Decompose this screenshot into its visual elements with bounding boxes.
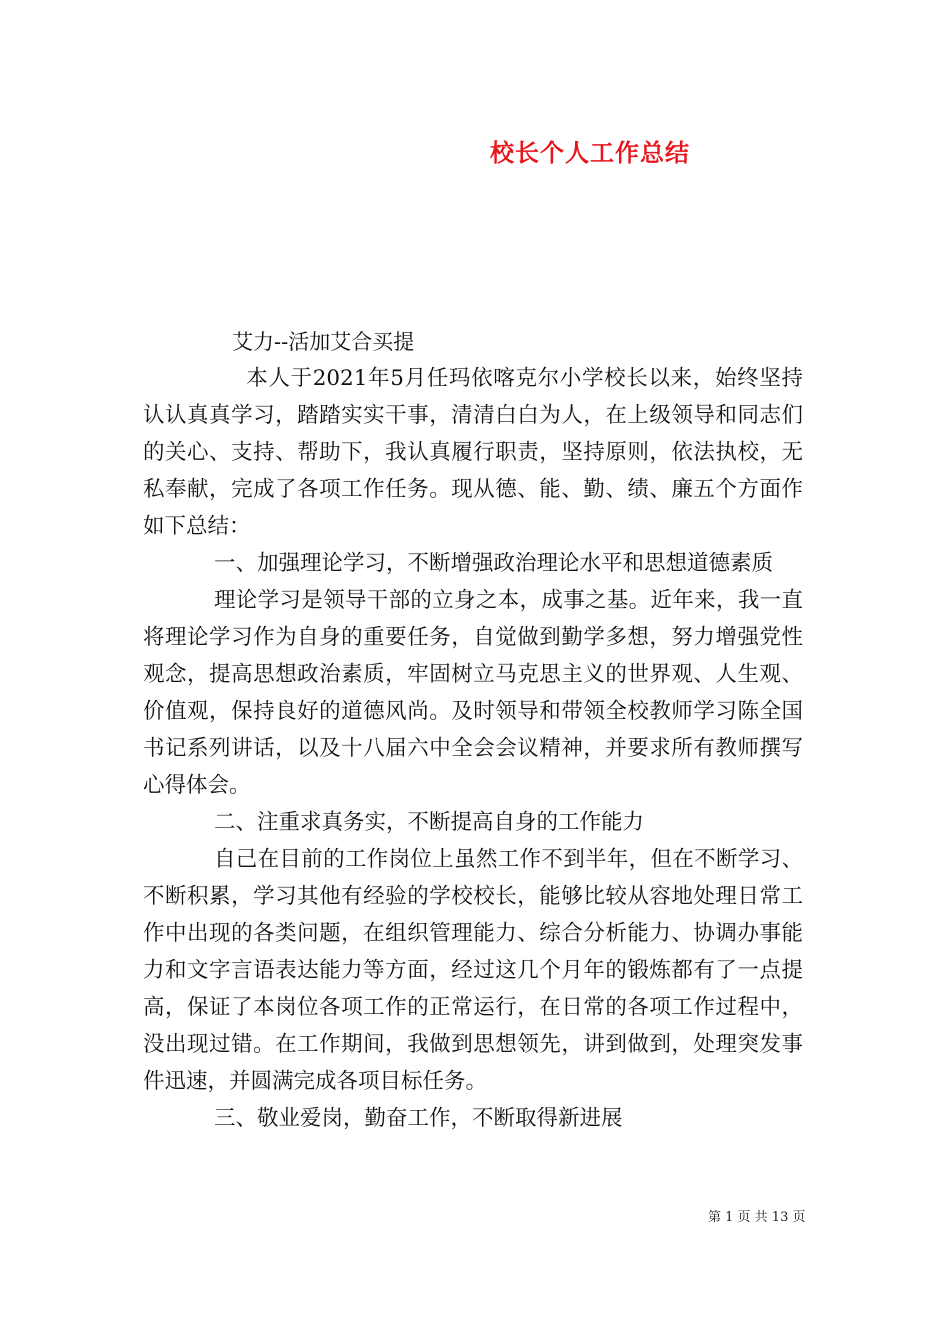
author-line: 艾力--活加艾合买提	[232, 330, 415, 354]
section-heading-2: 二、注重求真务实，不断提高自身的工作能力	[213, 810, 644, 835]
document-title: 校长个人工作总结	[490, 138, 690, 167]
section-heading-3: 三、敬业爱岗，勤奋工作，不断取得新进展	[213, 1106, 623, 1131]
paragraph-section-1: 理论学习是领导干部的立身之本，成事之基。近年来，我一直将理论学习作为自身的重要任务，自觉做到勤学多想，努力增强党性观念，提高思想政治素质，牢固树立马克思主义的世界观、人生观、价值观，保持良好的道德风尚。及时领导和带领全校教师学习陈全国书记系列讲话，以及十八届六中全会会议精神，并要求所有教师撰写心得体会。	[143, 588, 803, 798]
page-number-footer: 第 1 页 共 13 页	[708, 1210, 806, 1225]
document-body	[143, 360, 803, 1137]
paragraph-section-2: 自己在目前的工作岗位上虽然工作不到半年，但在不断学习、不断积累，学习其他有经验的学校校长，能够比较从容地处理日常工作中出现的各类问题，在组织管理能力、综合分析能力、协调办事能力和文字言语表达能力等方面，经过这几个月年的锻炼都有了一点提高，保证了本岗位各项工作的正常运行，在日常的各项工作过程中，没出现过错。在工作期间，我做到思想领先，讲到做到，处理突发事件迅速，并圆满完成各项目标任务。	[143, 847, 803, 1094]
paragraph-intro: 本人于2021年5月任玛依喀克尔小学校长以来，始终坚持认认真真学习，踏踏实实干事，清清白白为人，在上级领导和同志们的关心、支持、帮助下，我认真履行职责，坚持原则，依法执校，无私奉献，完成了各项工作任务。现从德、能、勤、绩、廉五个方面作如下总结：	[143, 366, 803, 539]
section-heading-1: 一、加强理论学习，不断增强政治理论水平和思想道德素质	[213, 551, 773, 576]
